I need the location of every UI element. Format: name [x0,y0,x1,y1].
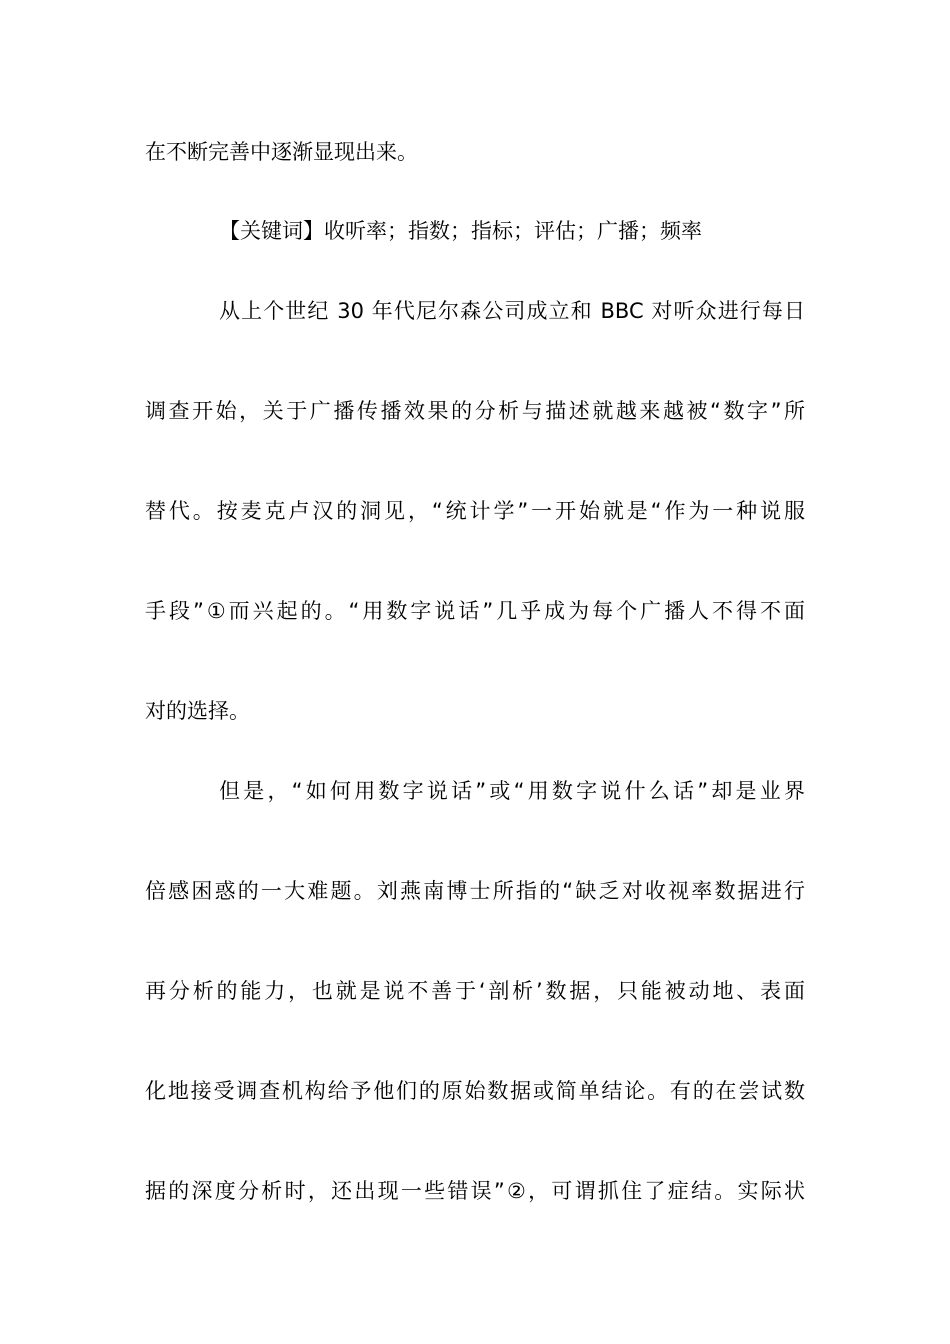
paragraph-1-line-5: 对的选择。 [145,699,250,723]
paragraph-1-line-2: 调查开始，关于广播传播效果的分析与描述就越来越被“数字”所 [145,399,805,423]
text-line-1: 在不断完善中逐渐显现出来。 [145,140,418,164]
paragraph-1-line-4: 手段”①而兴起的。“用数字说话”几乎成为每个广播人不得不面 [145,599,805,623]
paragraph-2-line-3: 再分析的能力，也就是说不善于‘剖析’数据，只能被动地、表面 [145,979,805,1003]
paragraph-1-line-1: 从上个世纪 30 年代尼尔森公司成立和 BBC 对听众进行每日 [219,299,805,323]
paragraph-2-line-1: 但是，“如何用数字说话”或“用数字说什么话”却是业界 [219,779,805,803]
keywords-line: 【关键词】收听率；指数；指标；评估；广播；频率 [219,219,702,243]
paragraph-2-line-5: 据的深度分析时，还出现一些错误”②，可谓抓住了症结。实际状 [145,1179,805,1203]
paragraph-2-line-4: 化地接受调查机构给予他们的原始数据或简单结论。有的在尝试数 [145,1079,805,1103]
paragraph-1-line-3: 替代。按麦克卢汉的洞见，“统计学”一开始就是“作为一种说服 [145,499,805,523]
paragraph-2-line-2: 倍感困惑的一大难题。刘燕南博士所指的“缺乏对收视率数据进行 [145,879,805,903]
